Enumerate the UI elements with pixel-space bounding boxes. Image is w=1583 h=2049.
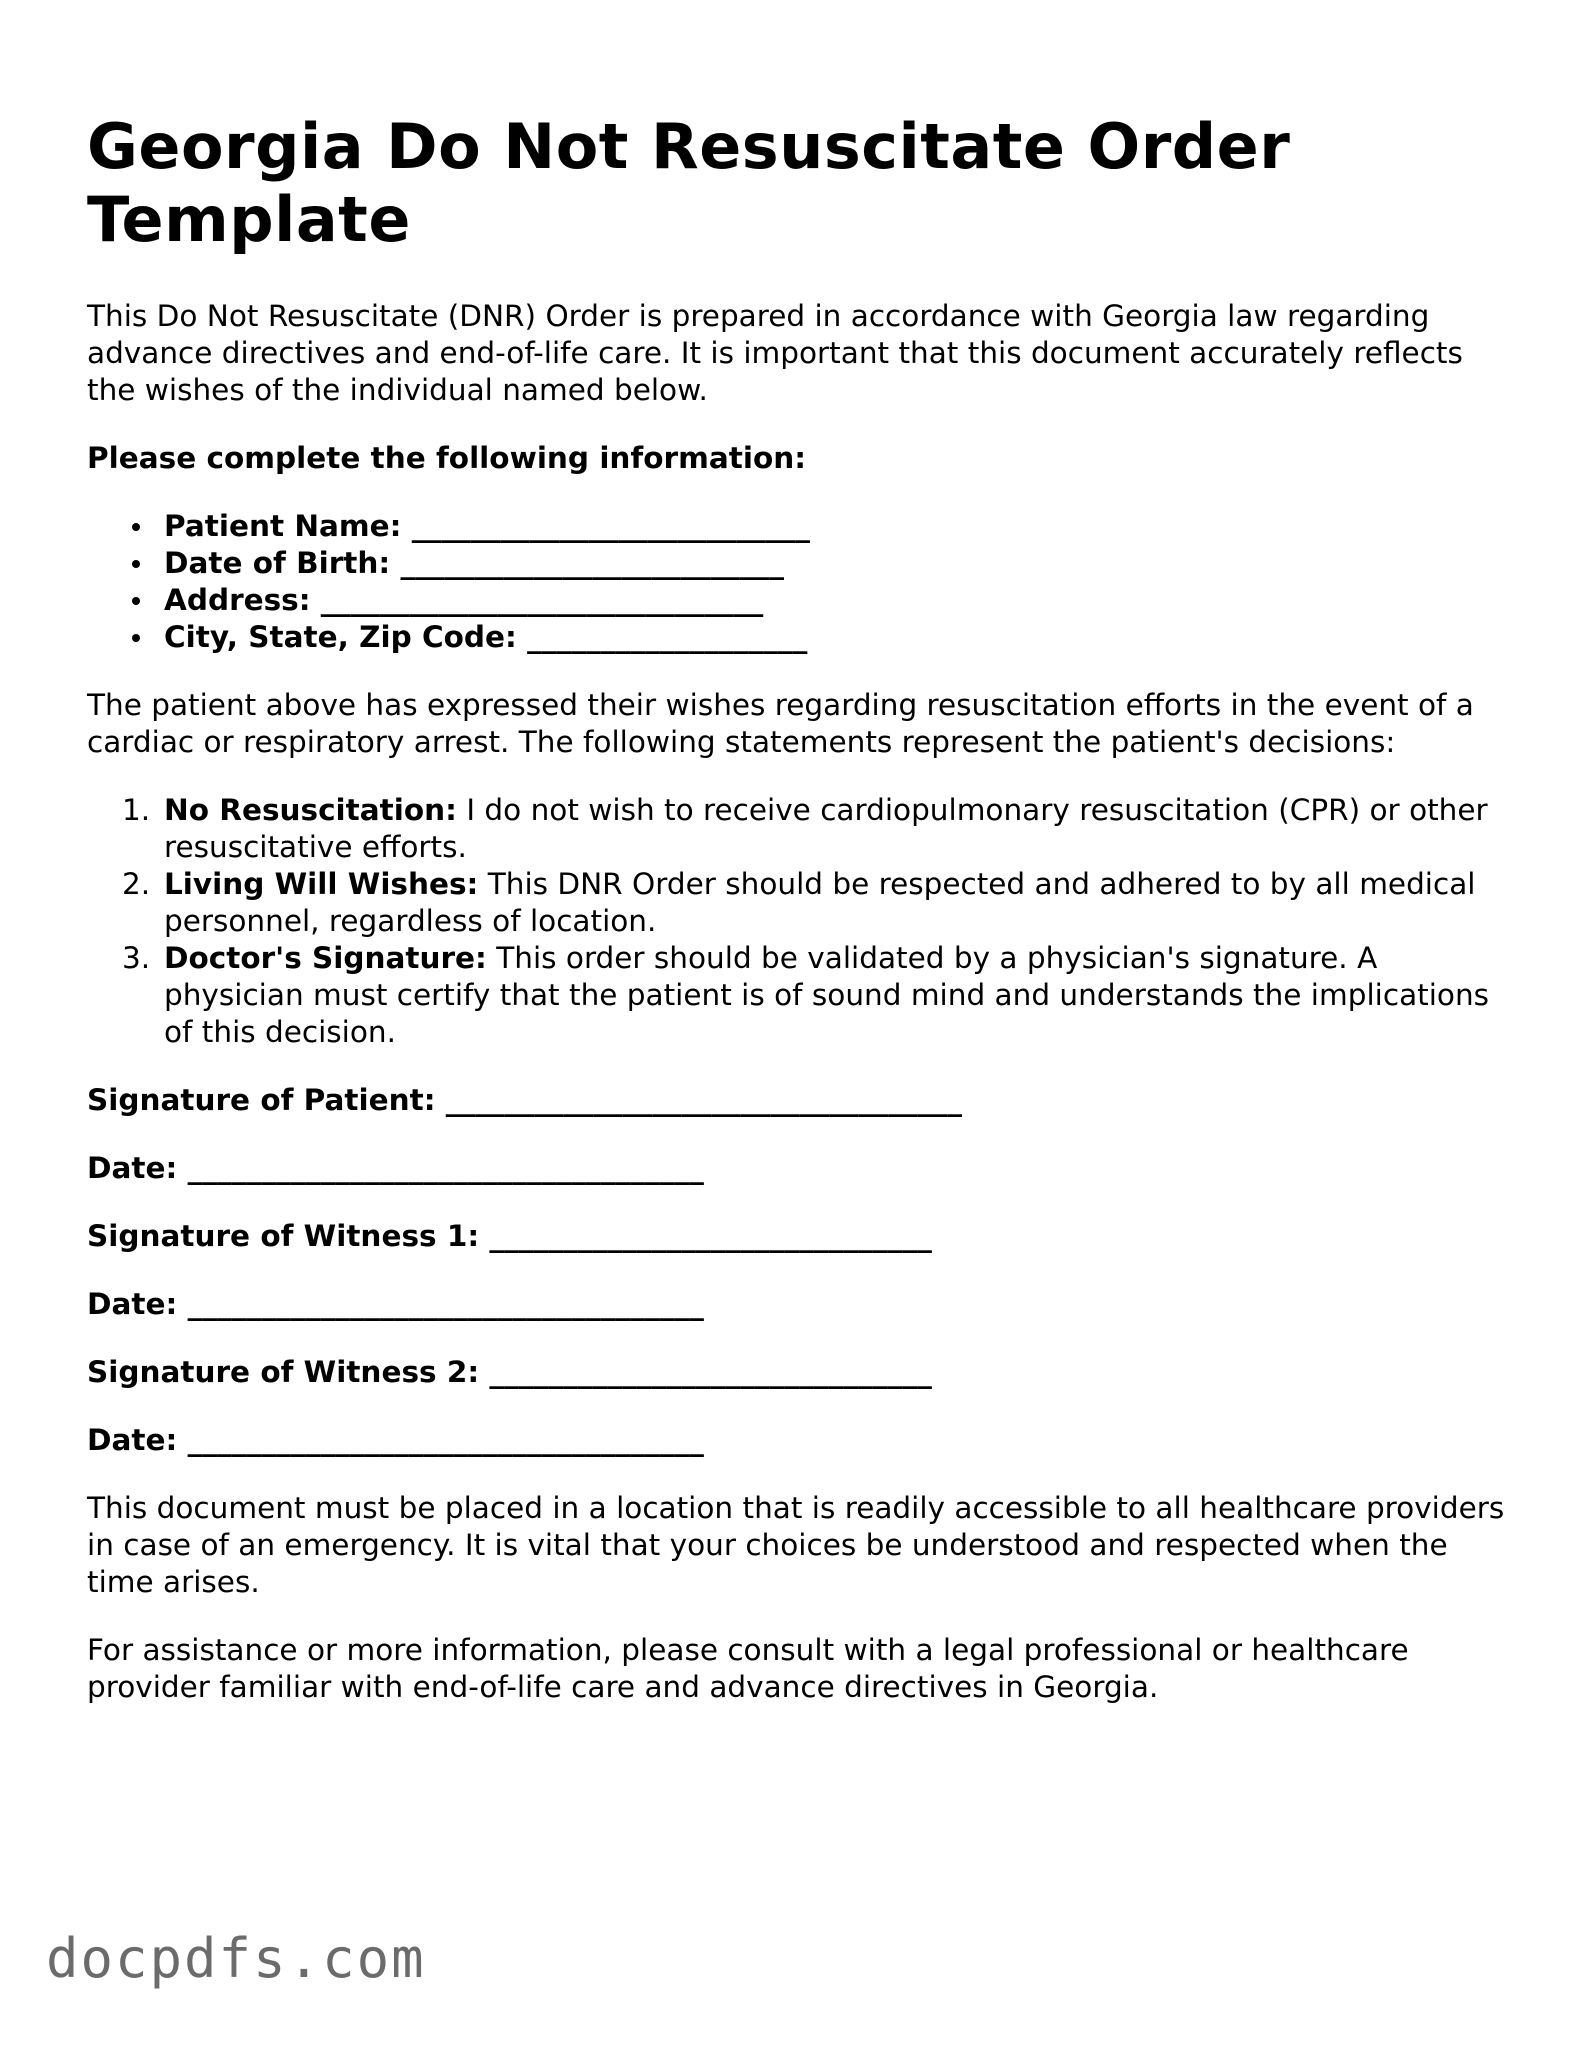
witness-1-signature-line: Signature of Witness 1: ______________________________ (87, 1219, 932, 1253)
decision-number: 1. (122, 793, 151, 827)
document-title: Georgia Do Not Resuscitate Order Template (87, 110, 1291, 256)
patient-info-list (87, 508, 1507, 656)
decision-text: This order should be validated by a physician's signature. A physician must certify that the patient is of sound mind and understands the implications of this decision. (164, 941, 1490, 1049)
statement-paragraph: The patient above has expressed their wishes regarding resuscitation efforts in the event of a cardiac or respiratory arrest. The following statements represent the patient's decisions: (87, 688, 1474, 759)
instructions-heading: Please complete the following information: (87, 441, 807, 475)
patient-name-field: Patient Name: ___________________________ (164, 508, 1507, 545)
decision-number: 2. (122, 867, 151, 901)
patient-date-line: Date: ___________________________________ (87, 1151, 704, 1185)
decision-text: This DNR Order should be respected and adhered to by all medical personnel, regardless of location. (164, 867, 1476, 938)
decision-label: No Resuscitation: (164, 793, 457, 827)
decision-item (122, 940, 1507, 1051)
date-of-birth-field: Date of Birth: __________________________ (164, 545, 1507, 582)
intro-paragraph: This Do Not Resuscitate (DNR) Order is prepared in accordance with Georgia law regarding advance directives and end-of-life care. It is important that this document accurately reflects the wishes of the individual named below. (87, 299, 1463, 407)
decision-label: Living Will Wishes: (164, 867, 479, 901)
decision-label: Doctor's Signature: (164, 941, 487, 975)
decision-number: 3. (122, 941, 151, 975)
decision-item (122, 866, 1507, 940)
patient-signature-line: Signature of Patient: ___________________________________ (87, 1083, 963, 1117)
address-field: Address: ______________________________ (164, 582, 1507, 619)
decisions-list (87, 792, 1507, 1051)
closing-paragraph-1: This document must be placed in a location that is readily accessible to all healthcare providers in case of an emergency. It is vital that your choices be understood and respected when the time arises. (87, 1491, 1505, 1599)
decision-item (122, 792, 1507, 866)
decision-text: I do not wish to receive cardiopulmonary resuscitation (CPR) or other resuscitative efforts. (164, 793, 1488, 864)
city-state-zip-field: City, State, Zip Code: ___________________ (164, 619, 1507, 656)
document-page (87, 110, 1507, 1737)
witness-1-date-line: Date: ___________________________________ (87, 1287, 704, 1321)
witness-2-signature-line: Signature of Witness 2: ______________________________ (87, 1355, 932, 1389)
witness-2-date-line: Date: ___________________________________ (87, 1423, 704, 1457)
closing-paragraph-2: For assistance or more information, please consult with a legal professional or healthcare provider familiar with end-of-life care and advance directives in Georgia. (87, 1633, 1409, 1704)
watermark-text: docpdfs.com (46, 1927, 426, 1990)
